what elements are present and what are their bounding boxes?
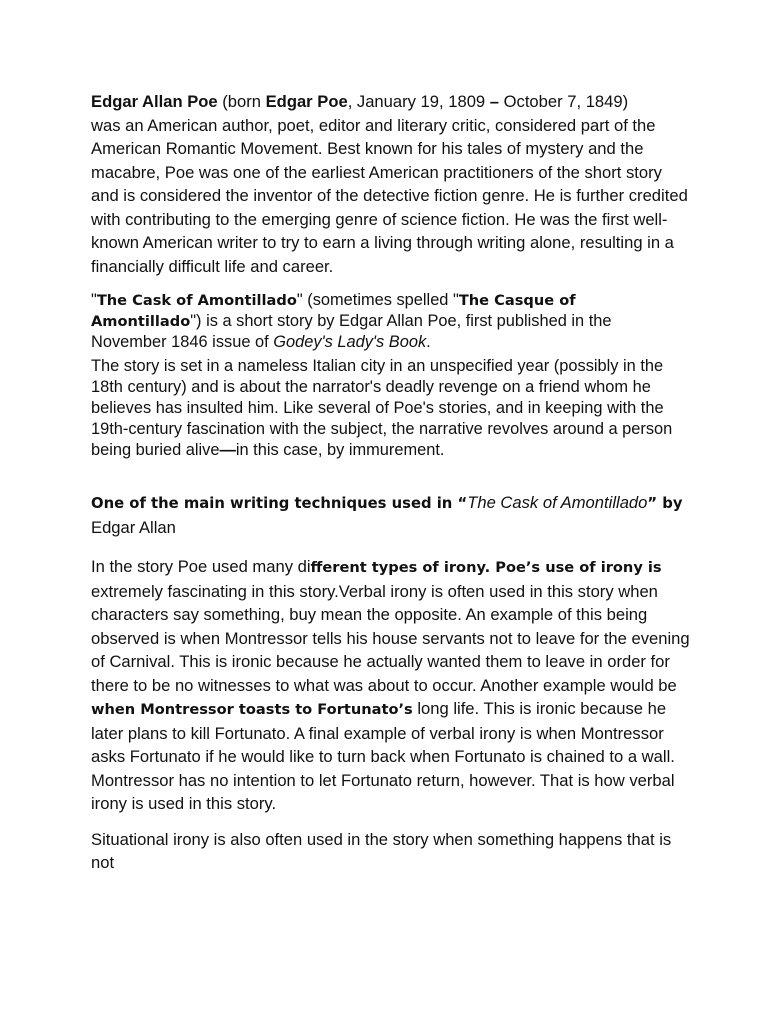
- intro-paragraph: [91, 90, 691, 278]
- text-span: " (sometimes spelled ": [296, 291, 459, 309]
- irony-paragraph: [91, 555, 691, 816]
- heading-text: ” by: [647, 495, 683, 512]
- text-span: long life. This is ironic because he later plans to kill Fortunato. A final example of verbal irony is when Montressor asks Fortunato if he would like to turn back when Fortunato is chained to a wall. Montressor has no intention to let Fortunato return, however. That is how verbal irony is used in this story.: [91, 699, 675, 813]
- bold-span: fferent types of irony. Poe’s use of irony is: [310, 559, 662, 576]
- setting-paragraph: [91, 356, 691, 461]
- heading-text: One of the main writing techniques used in “: [91, 495, 468, 512]
- section-heading: [91, 491, 691, 540]
- text-span: Situational irony is also often used in the story when something happens that is not: [91, 829, 672, 872]
- text-span: In the story Poe used many di: [91, 557, 311, 576]
- text-span: extremely fascinating in this story.Verbal irony is often used in this story when characters say something, buy mean the opposite. An example of this being observed is when Montressor tells his house servants not to leave for the evening of Carnival. This is ironic because he actually wanted them to leave in order for there to be no witnesses to what was about to occur. Another example would be: [91, 581, 690, 695]
- story-paragraph: [91, 290, 691, 353]
- author-name: Edgar Allan Poe: [91, 92, 218, 111]
- story-alt-title: The Casque of Amontillado: [91, 292, 576, 330]
- text-span: ": [91, 291, 97, 309]
- em-dash: —: [219, 441, 236, 459]
- text-span: (born: [217, 92, 266, 111]
- heading-story-title: The Cask of Amontillado: [467, 493, 648, 512]
- publication-name: Godey's Lady's Book: [273, 333, 427, 351]
- text-span: ") is a short story by Edgar Allan Poe, first published in the November 1846 issue of: [91, 312, 612, 351]
- birth-name: Edgar Poe: [265, 92, 348, 111]
- text-span: was an American author, poet, editor and literary critic, considered part of the American Romantic Movement. Best known for his tales of mystery and the macabre, Poe was one of the earliest American practitioners of the short story and is considered the inventor of the detective fiction genre. He is further credited with contributing to the emerging genre of science fiction. He was the first well-known American writer to try to earn a living through writing alone, resulting in a financially difficult life and career.: [91, 115, 688, 276]
- bold-span: when Montressor toasts to Fortunato’s: [91, 701, 413, 718]
- text-span: .: [426, 333, 431, 351]
- text-span: The story is set in a nameless Italian city in an unspecified year (possibly in the 18th century) and is about the narrator's deadly revenge on a friend whom he believes has insulted him. Like several of Poe's stories, and in keeping with the 19th-century fascination with the subject, the narrative revolves around a person being buried alive: [91, 357, 673, 459]
- text-span: in this case, by immurement.: [235, 441, 445, 459]
- document-page: [91, 90, 691, 875]
- situational-irony-paragraph: [91, 828, 691, 875]
- text-span: October 7, 1849): [499, 92, 629, 111]
- date-dash: –: [489, 92, 499, 111]
- text-span: , January 19, 1809: [347, 92, 490, 111]
- story-title: The Cask of Amontillado: [96, 292, 297, 309]
- heading-author: Edgar Allan: [91, 517, 176, 537]
